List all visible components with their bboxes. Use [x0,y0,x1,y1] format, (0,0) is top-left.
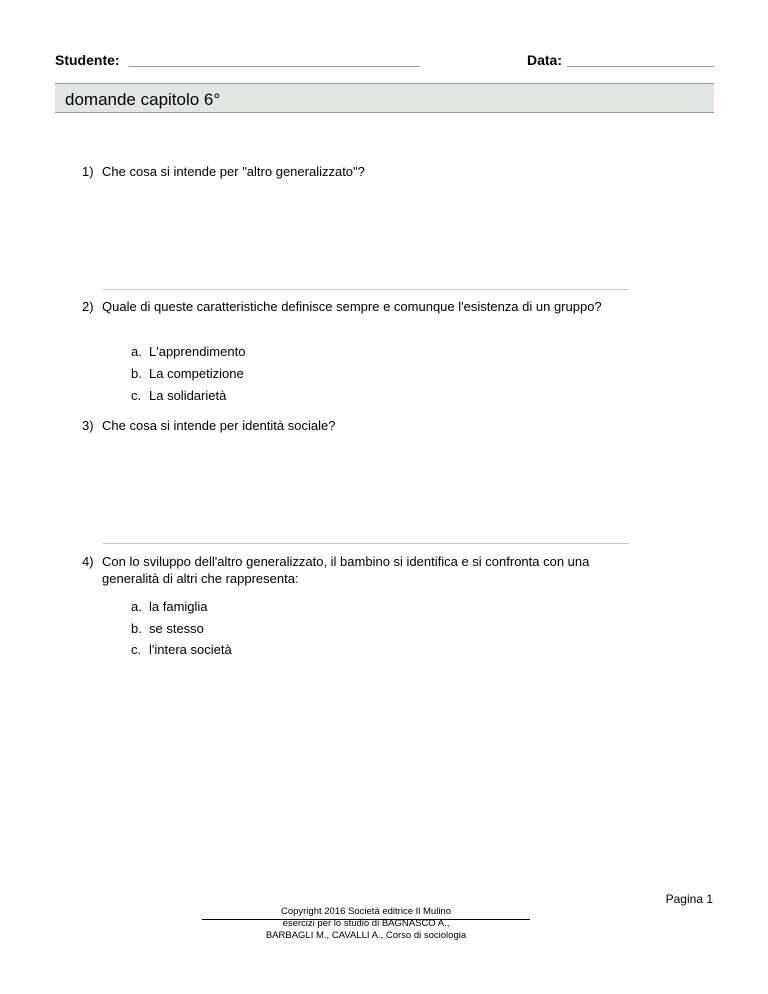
question-1 [82,163,642,180]
option-letter: b. [131,621,142,636]
date-field[interactable] [567,66,714,67]
option-text: La solidarietà [149,388,227,403]
option-4b[interactable] [131,621,204,636]
option-letter: c. [131,642,142,657]
student-label: Studente: [55,52,120,68]
footer-line-2: esercizi per lo studio di BAGNASCO A., [282,918,450,929]
option-2c[interactable] [131,388,226,403]
question-number: 3) [82,418,94,433]
option-4a[interactable] [131,599,208,614]
question-2 [82,298,642,315]
question-number: 2) [82,299,94,314]
option-4c[interactable] [131,642,232,657]
question-number: 1) [82,164,94,179]
question-text: Con lo sviluppo dell'altro generalizzato, il bambino si identifica e si confronta con una generalità di altri che rappresenta: [102,554,590,586]
section-banner [55,83,714,113]
option-2a[interactable] [131,344,245,359]
option-letter: a. [131,344,142,359]
option-letter: b. [131,366,142,381]
page-number: Pagina 1 [665,892,713,906]
question-text: Quale di queste caratteristiche definisce sempre e comunque l'esistenza di un gruppo? [102,299,602,314]
footer-divider [202,919,530,920]
option-letter: c. [131,388,142,403]
answer-line-3[interactable] [103,543,629,544]
student-name-field[interactable] [129,66,420,67]
section-title: domande capitolo 6° [65,90,221,109]
option-text: la famiglia [149,599,208,614]
answer-line-1[interactable] [103,289,629,290]
date-label: Data: [527,52,563,68]
copyright-footer [202,906,530,942]
question-3 [82,417,642,434]
question-4 [82,553,642,587]
question-text: Che cosa si intende per "altro generalizzato"? [102,164,365,179]
question-number: 4) [82,554,94,569]
option-letter: a. [131,599,142,614]
footer-line-1: Copyright 2016 Società editrice Il Mulino [280,906,452,917]
option-text: La competizione [149,366,244,381]
option-text: se stesso [149,621,204,636]
footer-line-3: BARBAGLI M., CAVALLI A., Corso di sociologia [265,930,467,941]
option-text: L'apprendimento [149,344,246,359]
question-text: Che cosa si intende per identità sociale? [102,418,336,433]
option-2b[interactable] [131,366,244,381]
option-text: l'intera società [149,642,232,657]
